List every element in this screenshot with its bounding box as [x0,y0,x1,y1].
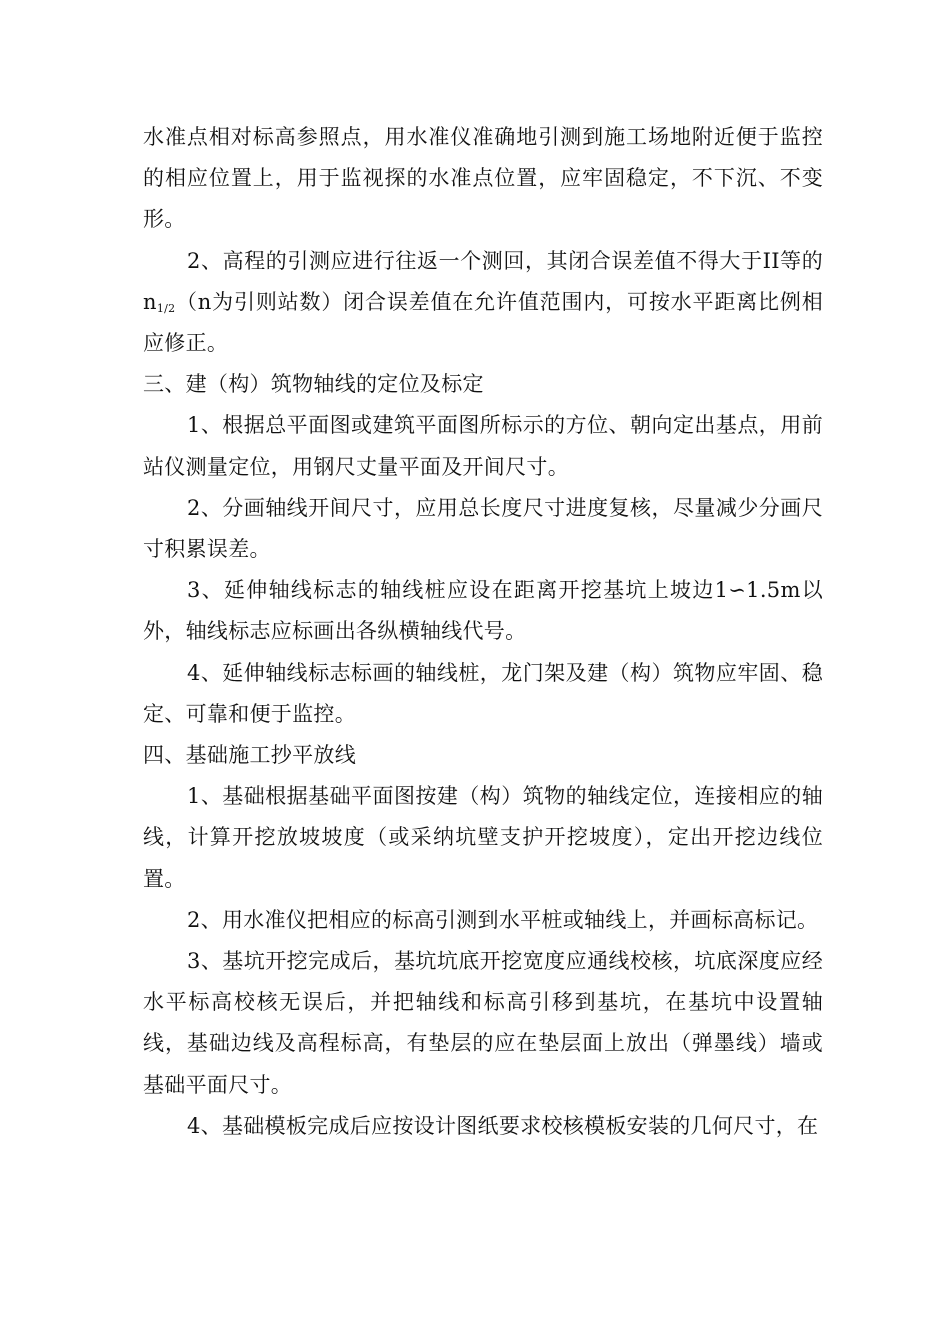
paragraph-text-after: （n为引则站数）闭合误差值在允许值范围内，可按水平距离比例相应修正。 [143,289,823,356]
paragraph-item: 4、基础模板完成后应按设计图纸要求校核模板安装的几何尺寸，在 [187,1113,819,1138]
body-text [143,117,823,1147]
paragraph-item: 1、根据总平面图或建筑平面图所标示的方位、朝向定出基点，用前站仪测量定位，用钢尺丈量平面及开间尺寸。 [143,413,823,479]
paragraph-continuation: 水准点相对标高参照点，用水准仪准确地引测到施工场地附近便于监控的相应位置上，用于监视探的水准点位置，应牢固稳定，不下沉、不变形。 [143,125,823,232]
paragraph-text-before: 2、高程的引测应进行往返一个测回，其闭合误差值不得大于II等的n [143,248,823,314]
paragraph-item: 2、分画轴线开间尺寸，应用总长度尺寸进度复核，尽量减少分画尺寸积累误差。 [143,495,823,562]
section-heading-foundation: 四、基础施工抄平放线 [143,743,356,768]
paragraph-item: 2、用水准仪把相应的标高引测到水平桩或轴线上，并画标高标记。 [187,907,819,932]
paragraph-item: 1、基础根据基础平面图按建（构）筑物的轴线定位，连接相应的轴线，计算开挖放坡坡度（或采纳坑壁支护开挖坡度），定出开挖边线位置。 [143,784,823,891]
paragraph-item: 3、延伸轴线标志的轴线桩应设在距离开挖基坑上坡边1∽1.5m以外，轴线标志应标画出各纵横轴线代号。 [143,578,823,644]
section-heading-axis: 三、建（构）筑物轴线的定位及标定 [143,372,484,397]
paragraph-item: 4、延伸轴线标志标画的轴线桩，龙门架及建（构）筑物应牢固、稳定、可靠和便于监控。 [143,660,823,726]
paragraph-item-elevation [143,241,823,365]
subscript: 1/2 [156,301,176,315]
paragraph-item: 3、基坑开挖完成后，基坑坑底开挖宽度应通线校核，坑底深度应经水平标高校核无误后，并把轴线和标高引移到基坑，在基坑中设置轴线，基础边线及高程标高，有垫层的应在垫层面上放出（弹墨线）墙或基础平面尺寸。 [143,949,823,1097]
